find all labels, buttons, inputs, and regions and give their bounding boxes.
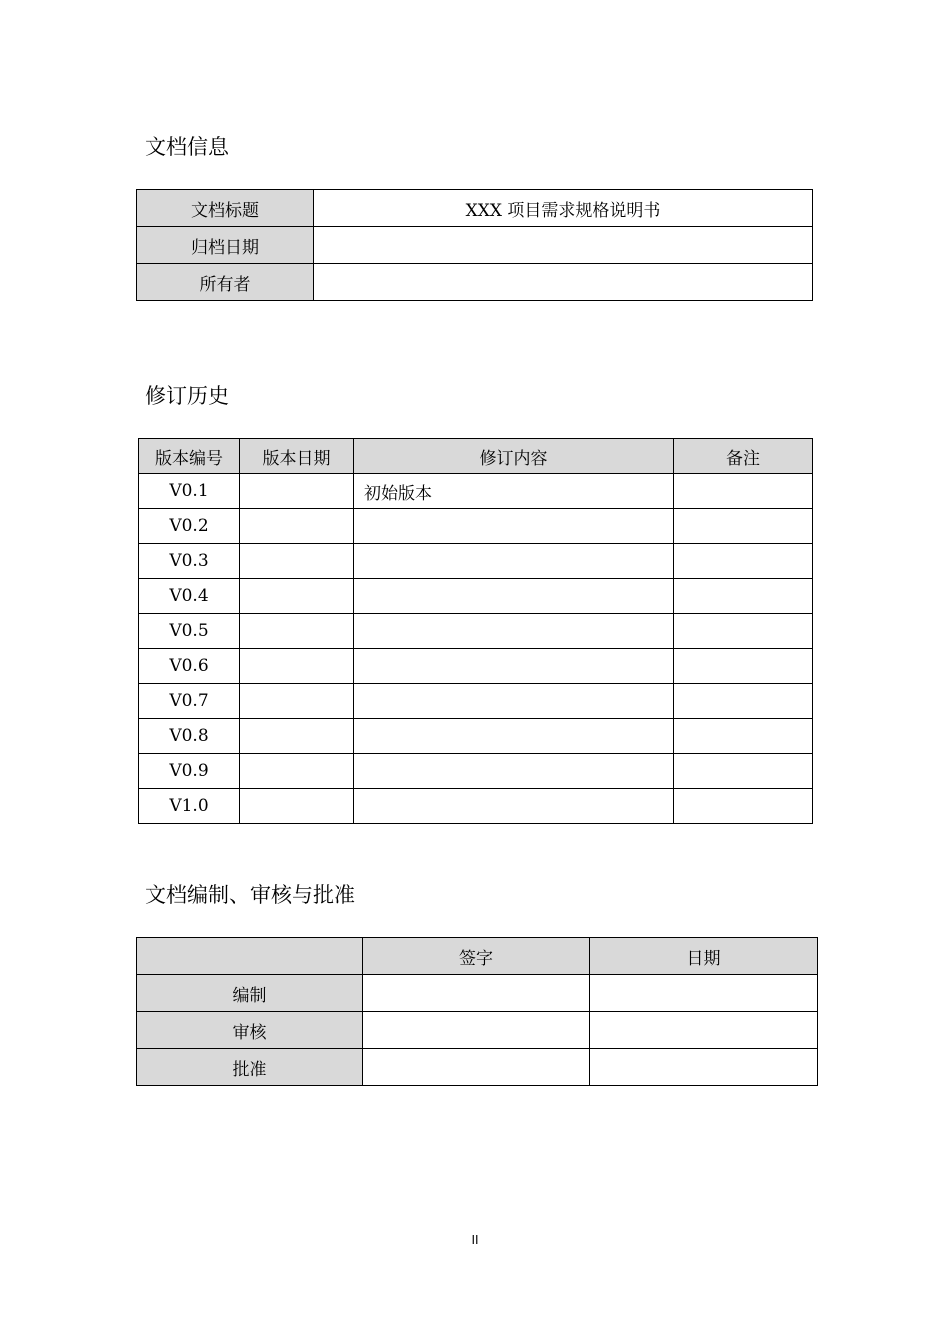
doc-info-title: 文档信息 — [145, 135, 229, 159]
date-cell[interactable] — [240, 719, 354, 754]
content-cell[interactable] — [354, 649, 674, 684]
date-cell[interactable] — [240, 789, 354, 824]
version-cell: V0.3 — [139, 544, 240, 579]
owner-value[interactable] — [314, 264, 813, 301]
column-header-content: 修订内容 — [354, 439, 674, 474]
table-row — [139, 579, 813, 614]
date-cell[interactable] — [240, 579, 354, 614]
table-row — [137, 227, 813, 264]
revision-history-table — [138, 438, 813, 824]
table-row — [139, 614, 813, 649]
note-cell[interactable] — [674, 684, 813, 719]
doc-info-table — [136, 189, 813, 301]
note-cell[interactable] — [674, 474, 813, 509]
note-cell[interactable] — [674, 509, 813, 544]
note-cell[interactable] — [674, 719, 813, 754]
version-cell: V0.6 — [139, 649, 240, 684]
note-cell[interactable] — [674, 649, 813, 684]
date-cell[interactable] — [590, 975, 818, 1012]
role-label-approved: 批准 — [137, 1049, 363, 1086]
date-cell[interactable] — [240, 684, 354, 719]
table-row — [139, 719, 813, 754]
page-number: II — [471, 1233, 479, 1247]
version-cell: V1.0 — [139, 789, 240, 824]
signature-cell[interactable] — [363, 975, 590, 1012]
version-cell: V0.1 — [139, 474, 240, 509]
signature-cell[interactable] — [363, 1049, 590, 1086]
version-cell: V0.9 — [139, 754, 240, 789]
date-cell[interactable] — [240, 544, 354, 579]
note-cell[interactable] — [674, 614, 813, 649]
column-header-version: 版本编号 — [139, 439, 240, 474]
date-cell[interactable] — [240, 474, 354, 509]
table-header-row — [139, 439, 813, 474]
role-label-prepared: 编制 — [137, 975, 363, 1012]
table-row — [139, 474, 813, 509]
date-cell[interactable] — [240, 649, 354, 684]
signature-cell[interactable] — [363, 1012, 590, 1049]
table-row — [139, 789, 813, 824]
column-header-signature: 签字 — [363, 938, 590, 975]
table-row — [139, 684, 813, 719]
note-cell[interactable] — [674, 579, 813, 614]
content-cell[interactable]: 初始版本 — [354, 474, 674, 509]
archive-date-label: 归档日期 — [137, 227, 314, 264]
content-cell[interactable] — [354, 509, 674, 544]
doc-title-value[interactable]: XXX 项目需求规格说明书 — [314, 190, 813, 227]
note-cell[interactable] — [674, 544, 813, 579]
table-row — [139, 754, 813, 789]
archive-date-value[interactable] — [314, 227, 813, 264]
table-header-row — [137, 938, 818, 975]
version-cell: V0.4 — [139, 579, 240, 614]
doc-title-label: 文档标题 — [137, 190, 314, 227]
table-row — [137, 190, 813, 227]
table-row — [137, 1049, 818, 1086]
column-header-role — [137, 938, 363, 975]
table-row — [139, 509, 813, 544]
version-cell: V0.8 — [139, 719, 240, 754]
column-header-note: 备注 — [674, 439, 813, 474]
content-cell[interactable] — [354, 614, 674, 649]
column-header-date: 日期 — [590, 938, 818, 975]
date-cell[interactable] — [590, 1049, 818, 1086]
content-cell[interactable] — [354, 719, 674, 754]
table-row — [139, 649, 813, 684]
content-cell[interactable] — [354, 544, 674, 579]
content-cell[interactable] — [354, 579, 674, 614]
note-cell[interactable] — [674, 789, 813, 824]
table-row — [139, 544, 813, 579]
date-cell[interactable] — [240, 614, 354, 649]
content-cell[interactable] — [354, 789, 674, 824]
date-cell[interactable] — [240, 509, 354, 544]
date-cell[interactable] — [240, 754, 354, 789]
approval-table — [136, 937, 818, 1086]
approval-title: 文档编制、审核与批准 — [145, 883, 355, 907]
content-cell[interactable] — [354, 754, 674, 789]
table-row — [137, 975, 818, 1012]
version-cell: V0.5 — [139, 614, 240, 649]
revision-history-title: 修订历史 — [145, 384, 229, 408]
note-cell[interactable] — [674, 754, 813, 789]
version-cell: V0.2 — [139, 509, 240, 544]
column-header-date: 版本日期 — [240, 439, 354, 474]
table-row — [137, 1012, 818, 1049]
content-cell[interactable] — [354, 684, 674, 719]
table-row — [137, 264, 813, 301]
role-label-reviewed: 审核 — [137, 1012, 363, 1049]
date-cell[interactable] — [590, 1012, 818, 1049]
version-cell: V0.7 — [139, 684, 240, 719]
owner-label: 所有者 — [137, 264, 314, 301]
